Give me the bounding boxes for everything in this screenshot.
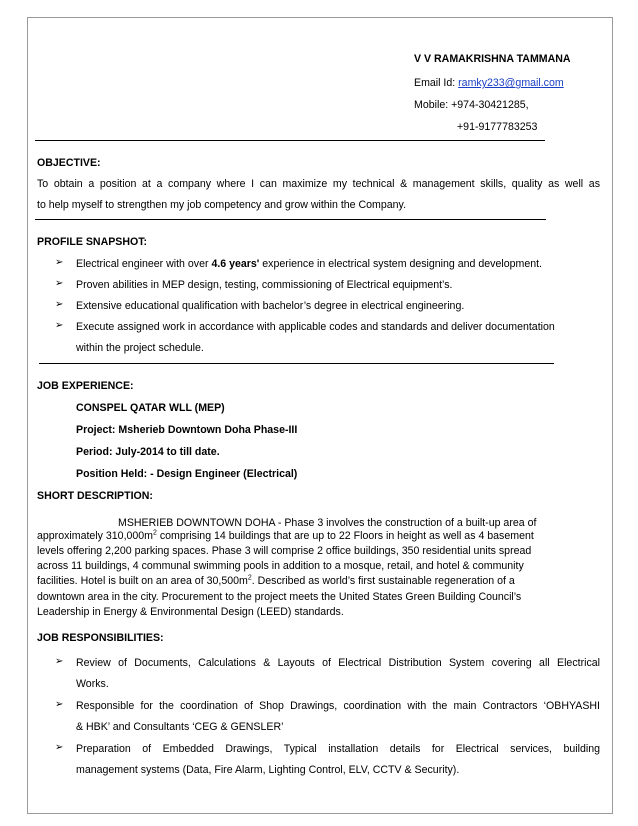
divider bbox=[39, 363, 554, 364]
responsibility-2-line-1: Responsible for the coordination of Shop Drawings, coordination with the main Contractors ‘OBHYASHI bbox=[76, 700, 600, 712]
arrow-bullet-icon: ➢ bbox=[55, 656, 64, 667]
responsibility-3-line-1: Preparation of Embedded Drawings, Typical installation details for Electrical services, building bbox=[76, 743, 600, 755]
resume-page bbox=[27, 17, 613, 814]
company-name: CONSPEL QATAR WLL (MEP) bbox=[76, 402, 225, 414]
description-l2-sup: 2 bbox=[153, 529, 157, 537]
objective-line-2: to help myself to strengthen my job competency and grow within the Company. bbox=[37, 199, 407, 211]
email-link[interactable]: ramky233@gmail.com bbox=[458, 77, 564, 89]
arrow-bullet-icon: ➢ bbox=[55, 257, 64, 268]
description-line-5 bbox=[37, 575, 515, 588]
description-line-2 bbox=[37, 530, 534, 543]
responsibility-2-line-2: & HBK’ and Consultants ‘CEG & GENSLER’ bbox=[76, 721, 284, 733]
description-l5-post: . Described as world’s first sustainable regeneration of a bbox=[251, 575, 515, 587]
arrow-bullet-icon: ➢ bbox=[55, 699, 64, 710]
period: Period: July-2014 to till date. bbox=[76, 446, 220, 458]
responsibilities-heading: JOB RESPONSIBILITIES: bbox=[37, 632, 164, 644]
description-line-4: across 11 buildings, 4 communal swimming pools in addition to a mosque, retail, and hotel & community bbox=[37, 560, 524, 572]
experience-heading: JOB EXPERIENCE: bbox=[37, 380, 134, 392]
position-held: Position Held: - Design Engineer (Electrical) bbox=[76, 468, 298, 480]
candidate-name: V V RAMAKRISHNA TAMMANA bbox=[414, 53, 571, 65]
responsibility-3-line-2: management systems (Data, Fire Alarm, Lighting Control, ELV, CCTV & Security). bbox=[76, 764, 460, 776]
description-line-3: levels offering 2,200 parking spaces. Phase 3 will comprise 2 office buildings, 350 residential units spread bbox=[37, 545, 532, 557]
profile-bullet-1 bbox=[76, 258, 542, 271]
description-l2-pre: approximately 310,000m bbox=[37, 530, 154, 542]
mobile-label: Mobile: bbox=[414, 99, 452, 111]
responsibility-1-line-1: Review of Documents, Calculations & Layouts of Electrical Distribution System covering all Electrical bbox=[76, 657, 600, 669]
profile-bullet-4-line-2: within the project schedule. bbox=[76, 342, 204, 354]
description-l2-post: comprising 14 buildings that are up to 22 Floors in height as well as 4 basement bbox=[156, 530, 534, 542]
objective-heading: OBJECTIVE: bbox=[37, 157, 101, 169]
short-description-heading: SHORT DESCRIPTION: bbox=[37, 490, 153, 502]
profile-bullet-3: Extensive educational qualification with bachelor’s degree in electrical engineering. bbox=[76, 300, 465, 312]
divider bbox=[35, 219, 546, 220]
arrow-bullet-icon: ➢ bbox=[55, 299, 64, 310]
profile-heading: PROFILE SNAPSHOT: bbox=[37, 236, 148, 248]
profile-bullet-4-line-1: Execute assigned work in accordance with applicable codes and standards and deliver documentation bbox=[76, 321, 555, 333]
arrow-bullet-icon: ➢ bbox=[55, 742, 64, 753]
mobile-number-2: +91-9177783253 bbox=[457, 121, 538, 133]
email-line bbox=[414, 77, 564, 90]
responsibility-1-line-2: Works. bbox=[76, 678, 109, 690]
objective-line-1: To obtain a position at a company where I can maximize my technical & management skills, quality as well as bbox=[37, 178, 600, 190]
email-label: Email Id: bbox=[414, 77, 459, 89]
profile-b1-post: experience in electrical system designing and development. bbox=[259, 258, 542, 270]
description-line-1: MSHERIEB DOWNTOWN DOHA - Phase 3 involves the construction of a built-up area of bbox=[118, 517, 537, 529]
arrow-bullet-icon: ➢ bbox=[55, 278, 64, 289]
profile-bullet-2: Proven abilities in MEP design, testing, commissioning of Electrical equipment’s. bbox=[76, 279, 453, 291]
arrow-bullet-icon: ➢ bbox=[55, 320, 64, 331]
profile-b1-pre: Electrical engineer with over bbox=[76, 258, 212, 270]
description-line-7: Leadership in Energy & Environmental Design (LEED) standards. bbox=[37, 606, 344, 618]
mobile-line bbox=[414, 99, 529, 112]
profile-b1-bold: 4.6 years' bbox=[211, 258, 260, 270]
project-name: Project: Msherieb Downtown Doha Phase-III bbox=[76, 424, 298, 436]
description-line-6: downtown area in the city. Procurement to the project meets the United States Green Building Council’s bbox=[37, 591, 522, 603]
divider bbox=[35, 140, 545, 141]
description-l5-sup: 2 bbox=[247, 574, 252, 582]
mobile-number-1: +974-30421285, bbox=[451, 99, 529, 111]
description-l5-pre: facilities. Hotel is built on an area of 30,500m bbox=[37, 575, 248, 587]
